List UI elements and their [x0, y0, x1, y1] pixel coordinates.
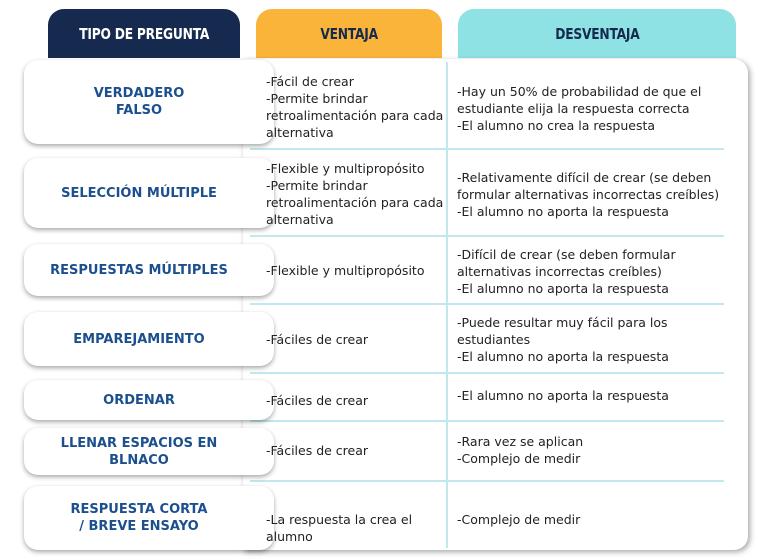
header-desventaja-label: DESVENTAJA: [554, 24, 640, 43]
row-label-card: [24, 158, 274, 228]
desventaja-cell: -Complejo de medir: [457, 511, 581, 527]
row-divider: [250, 235, 724, 237]
row-divider: [250, 420, 724, 422]
row-label-card: [24, 428, 274, 475]
row-divider: [250, 148, 724, 150]
header-ventaja-label: VENTAJA: [320, 24, 378, 43]
header-tipo-de-pregunta: [48, 9, 240, 58]
ventaja-cell: -Flexible y multipropósito -Permite brindar retroalimentación para cada alternativa: [266, 161, 444, 227]
row-label-card: [24, 312, 274, 366]
question-type: SELECCIÓN MÚLTIPLE: [61, 185, 217, 201]
desventaja-cell: -Difícil de crear (se deben formular alternativas incorrectas creíbles) -El alumno no aporta la respuesta: [457, 246, 676, 296]
row-label-card: [24, 486, 274, 550]
ventaja-cell: -La respuesta la crea el alumno: [266, 512, 413, 544]
row-label-card: [24, 244, 274, 296]
ventaja-cell: -Fácil de crear -Permite brindar retroalimentación para cada alternativa: [266, 74, 444, 140]
column-divider: [446, 62, 448, 548]
question-type: EMPAREJAMIENTO: [73, 331, 205, 347]
ventaja-cell: -Fáciles de crear: [266, 392, 369, 408]
row-divider: [250, 303, 724, 305]
ventaja-cell: -Fáciles de crear: [266, 442, 369, 458]
desventaja-cell: -Hay un 50% de probabilidad de que el estudiante elija la respuesta correcta -El alumno no crea la respuesta: [457, 83, 702, 133]
question-type: RESPUESTAS MÚLTIPLES: [50, 262, 228, 278]
desventaja-cell: -Relativamente difícil de crear (se deben formular alternativas incorrectas creíbles) -El alumno no aporta la respuesta: [457, 169, 720, 219]
question-type: ORDENAR: [103, 392, 175, 408]
desventaja-cell: -Rara vez se aplican -Complejo de medir: [457, 434, 584, 466]
row-divider: [250, 480, 724, 482]
header-ventaja: [256, 9, 442, 58]
question-type: LLENAR ESPACIOS EN BLNACO: [60, 435, 218, 468]
row-label-card: [24, 60, 274, 144]
header-desventaja: [458, 9, 736, 58]
question-type: VERDADERO FALSO: [93, 86, 185, 118]
header-tipo-label: TIPO DE PREGUNTA: [79, 24, 209, 43]
row-label-card: [24, 380, 274, 420]
desventaja-cell: -Puede resultar muy fácil para los estudiantes -El alumno no aporta la respuesta: [457, 314, 669, 364]
row-divider: [250, 372, 724, 374]
question-type: RESPUESTA CORTA / BREVE ENSAYO: [70, 502, 208, 534]
ventaja-cell: -Flexible y multipropósito: [266, 262, 425, 278]
desventaja-cell: -El alumno no aporta la respuesta: [457, 387, 669, 403]
ventaja-cell: -Fáciles de crear: [266, 331, 369, 347]
